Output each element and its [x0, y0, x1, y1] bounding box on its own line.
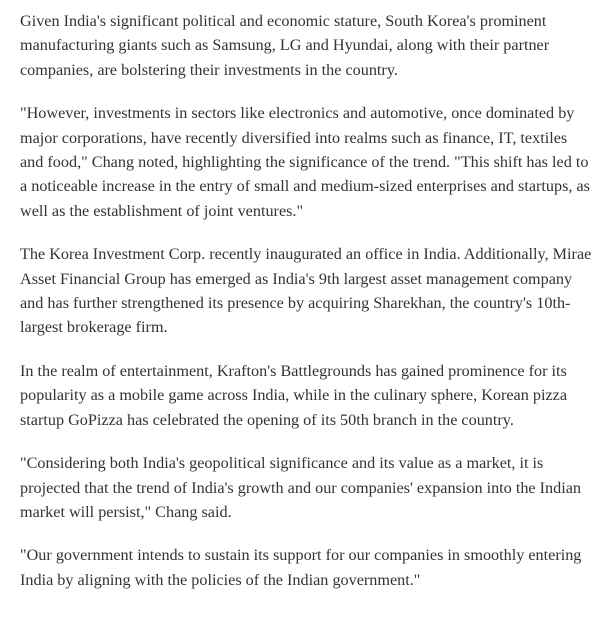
article-body	[20, 9, 594, 611]
paragraph-government-quote: "Our government intends to sustain its support for our companies in smoothly entering India by aligning with the policies of the Indian government."	[20, 546, 582, 589]
paragraph-entertainment: In the realm of entertainment, Krafton's Battlegrounds has gained prominence for its popularity as a mobile game across India, while in the culinary sphere, Korean pizza startup GoPizza has celebrated the opening of its 50th branch in the country.	[20, 361, 568, 429]
paragraph-market-quote: "Considering both India's geopolitical significance and its value as a market, it is projected that the trend of India's growth and our companies' expansion into the Indian market will persist," Chang said.	[20, 454, 581, 521]
paragraph-financial-firms: The Korea Investment Corp. recently inaugurated an office in India. Additionally, Mirae Asset Financial Group has emerged as India's 9th largest asset management company and has further strengthened its presence by acquiring Sharekhan, the country's 10th-largest brokerage firm.	[20, 245, 592, 337]
paragraph-diversification-quote: "However, investments in sectors like electronics and automotive, once dominated by major corporations, have recently diversified into realms such as finance, IT, textiles and food," Chang noted, highlighting the significance of the trend. "This shift has led to a noticeable increase in the entry of small and medium-sized enterprises and startups, as well as the establishment of joint ventures."	[20, 104, 590, 220]
paragraph-investments: Given India's significant political and economic stature, South Korea's prominent manufacturing giants such as Samsung, LG and Hyundai, along with their partner companies, are bolstering their investments in the country.	[20, 12, 550, 79]
